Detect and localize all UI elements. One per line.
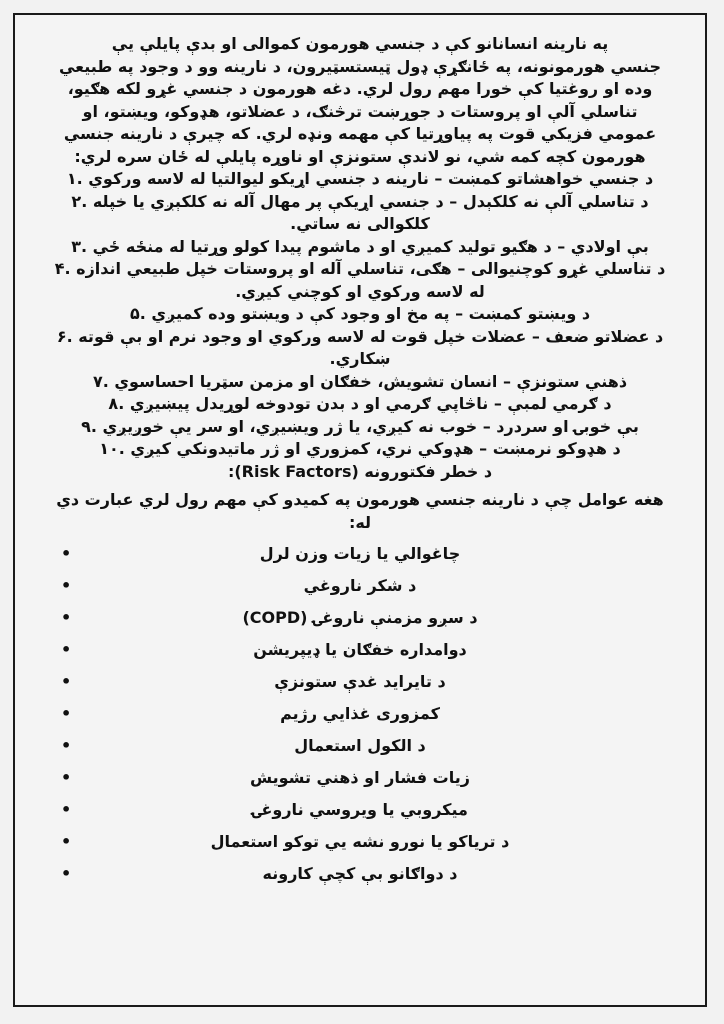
effect-item: کلکوالی نه ساتي. (290, 214, 430, 233)
risk-factor-item (33, 570, 687, 602)
risk-factor-text: میکروبي یا ویروسي ناروغۍ (252, 800, 468, 819)
intro-paragraph (33, 33, 687, 168)
risk-factors-heading: د خطر فکتورونه (Risk Factors): (227, 461, 493, 481)
bullet-icon: • (61, 608, 72, 627)
effect-item: بې خوبۍ او سردرد – خوب نه کیږي، یا ژر ویښیږي، او سر یې خوږیږي .٩ (81, 416, 639, 436)
effect-item: د عضلاتو ضعف – عضلات خپل قوت له لاسه ورکوي او وجود نرم او بې قوته .۶ (56, 326, 664, 346)
risk-factor-item (33, 858, 687, 890)
risk-factor-item (33, 666, 687, 698)
risk-factor-item (33, 634, 687, 666)
bullet-icon: • (61, 736, 72, 755)
risk-factor-text: چاغوالي یا زیات وزن لرل (259, 544, 461, 563)
risk-factor-text: کمزوری غذایي رژیم (280, 704, 440, 723)
risk-factor-text: د الکول استعمال (294, 736, 426, 755)
risk-factor-item (33, 698, 687, 730)
bullet-icon: • (61, 544, 72, 563)
bullet-icon: • (61, 640, 72, 659)
risk-factor-text: دوامداره خفګان یا ډیپریشن (253, 640, 467, 659)
effect-item: د تناسلي غړو کوچنیوالی – هګی، تناسلي آله او پروستات خپل طبیعي اندازه .۴ (54, 259, 666, 278)
bullet-icon: • (61, 800, 72, 819)
bullet-icon: • (61, 768, 72, 787)
risk-factor-text: د دواګانو بې کچې کارونه (262, 864, 458, 883)
effect-item: ذهني ستونزې – انسان تشویش، خفګان او مزمن سټریا احساسوي .٧ (92, 371, 628, 391)
document-body (15, 15, 705, 890)
risk-factor-text: د شکر ناروغي (303, 576, 417, 595)
risk-intro-line: هغه عوامل چې د نارینه جنسي هورمون په کمیدو کې مهم رول لري عبارت دي (56, 490, 664, 509)
bullet-icon: • (61, 672, 72, 691)
effect-item: بې اولادي – د هګیو تولید کمیږي او د ماشوم پیدا کولو وړتیا له منځه ځي .٣ (71, 236, 649, 256)
risk-factor-item (33, 794, 687, 826)
document-page (13, 13, 707, 1007)
effect-item: ښکاري. (329, 349, 391, 368)
risk-factor-text: د تریاکو یا نورو نشه يي توکو استعمال (210, 832, 510, 851)
intro-line: عمومي فزیکي قوت په پیاوړتیا کې مهمه ونډه لري. که چیرې د نارینه جنسي (63, 124, 657, 143)
bullet-icon: • (61, 832, 72, 851)
risk-intro-line: له: (348, 512, 372, 532)
risk-factor-text: د تایراید غدې ستونزې (274, 672, 446, 691)
bullet-icon: • (61, 576, 72, 595)
effect-item: له لاسه ورکوي او کوچني کیږي. (235, 281, 485, 301)
risk-factor-item (33, 730, 687, 762)
effect-item: د ګرمي لمبې – ناڅاپي ګرمي او د بدن تودوخه لوړیدل پیښیږي .٨ (108, 394, 612, 413)
risk-factor-item (33, 826, 687, 858)
bullet-icon: • (61, 704, 72, 723)
intro-line: هورمون کچه کمه شي، نو لاندې ستونزې او ناوړه پایلې له ځان سره لري: (74, 146, 646, 166)
risk-factor-text: د سږو مزمنې ناروغۍ (COPD) (242, 608, 478, 627)
risk-factor-item (33, 602, 687, 634)
effect-item: د ویښتو کمښت – په مخ او وجود کې د ویښتو وده کمیږي .۵ (129, 304, 591, 323)
intro-line: جنسي هورمونونه، په ځانګړې ډول ټیستسټیرون، د نارینه وو د وجود په طبیعي (58, 56, 662, 76)
effects-list (33, 168, 687, 461)
risk-factors-list (33, 538, 687, 890)
risk-factor-item (33, 762, 687, 794)
intro-line: په نارینه انسانانو کې د جنسي هورمون کموالی او بدې پایلې یې (111, 34, 609, 53)
risk-factor-text: زیات فشار او ذهني تشویش (250, 768, 470, 787)
effect-item: د تناسلي آلې نه کلکېدل – د جنسي اړیکې پر مهال آله نه کلکېږي یا خپله .٢ (71, 191, 649, 211)
intro-line: وده او روغتیا کې خورا مهم رول لري. دغه هورمون د جنسي غړو لکه هګیو، (67, 79, 653, 98)
bullet-icon: • (61, 864, 72, 883)
risk-factor-item (33, 538, 687, 570)
intro-line: تناسلي آلې او پروستات د جوړښت ترڅنګ، د عضلاتو، هډوکو، ویښتو، او (82, 101, 638, 121)
effect-item: د هډوکو نرمښت – هډوکي نري، کمزوري او ژر ماتیدونکي کیږي .١٠ (99, 439, 621, 458)
effect-item: د جنسي خواهشاتو کمښت – نارینه د جنسي اړیکو لیوالتیا له لاسه ورکوي .١ (66, 169, 654, 188)
